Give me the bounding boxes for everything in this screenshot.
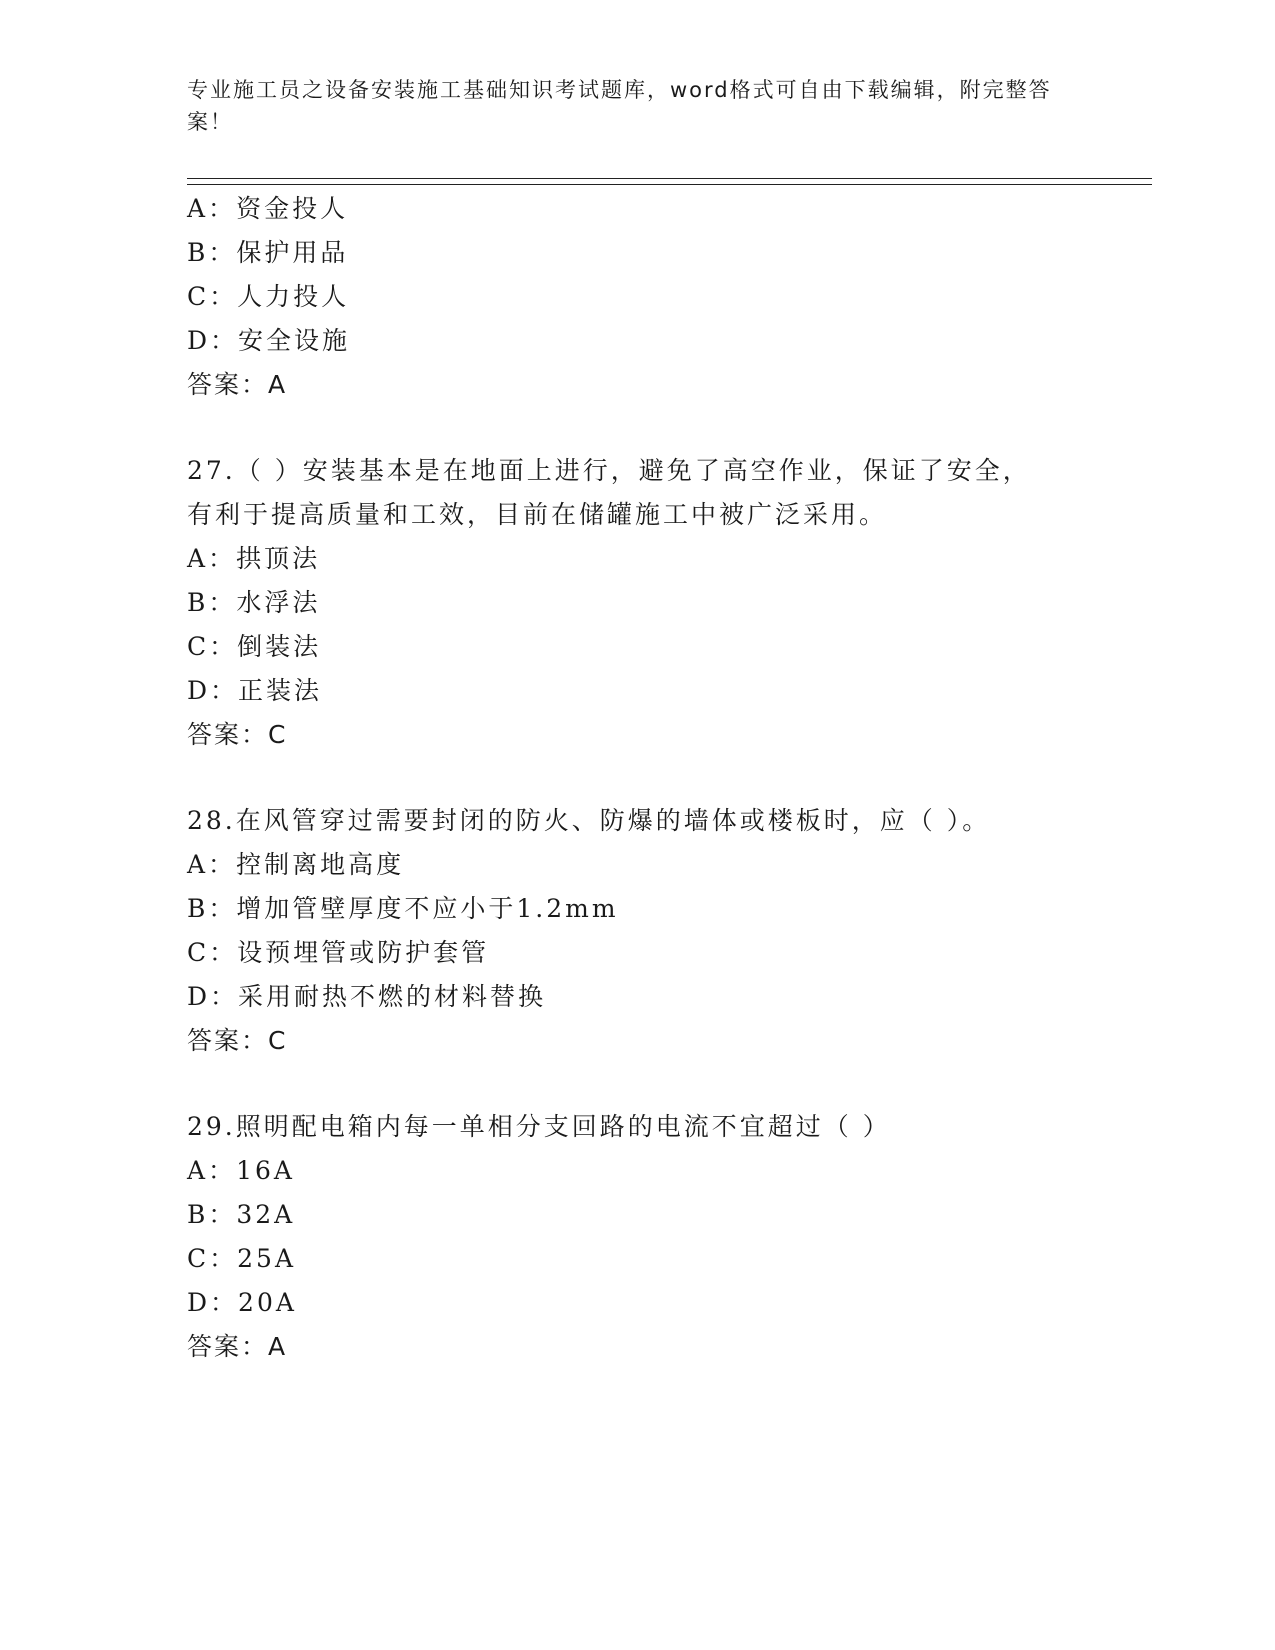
option-d: D：20A [187,1288,297,1317]
page-header: 专业施工员之设备安装施工基础知识考试题库，word格式可自由下载编辑，附完整答案！ [187,78,1052,134]
option-b: B：32A [187,1200,296,1229]
answer-line: 答案：C [187,1026,288,1055]
option-a: A：16A [187,1156,295,1185]
option-c: C：倒装法 [187,632,322,661]
option-d: D：安全设施 [187,326,351,355]
option-c: C：设预埋管或防护套管 [187,938,490,967]
question-stem: 29.照明配电箱内每一单相分支回路的电流不宜超过（ ） [187,1112,891,1141]
question-stem: 27.（ ）安装基本是在地面上进行，避免了高空作业，保证了安全， [187,456,1031,485]
question-stem: 28.在风管穿过需要封闭的防火、防爆的墙体或楼板时，应（ ）。 [187,806,991,835]
option-b: B：增加管壁厚度不应小于1.2mm [187,894,619,923]
option-a: A：拱顶法 [187,544,321,573]
answer-line: 答案：C [187,720,288,749]
option-b: B：水浮法 [187,588,321,617]
answer-line: 答案：A [187,370,288,399]
option-a: A：资金投人 [187,194,349,223]
option-d: D：采用耐热不燃的材料替换 [187,982,547,1011]
option-a: A：控制离地高度 [187,850,405,879]
option-d: D：正装法 [187,676,323,705]
option-c: C：人力投人 [187,282,350,311]
answer-line: 答案：A [187,1332,288,1361]
option-b: B：保护用品 [187,238,349,267]
header-divider [187,178,1152,185]
option-c: C：25A [187,1244,297,1273]
question-stem-continued: 有利于提高质量和工效，目前在储罐施工中被广泛采用。 [187,500,888,529]
